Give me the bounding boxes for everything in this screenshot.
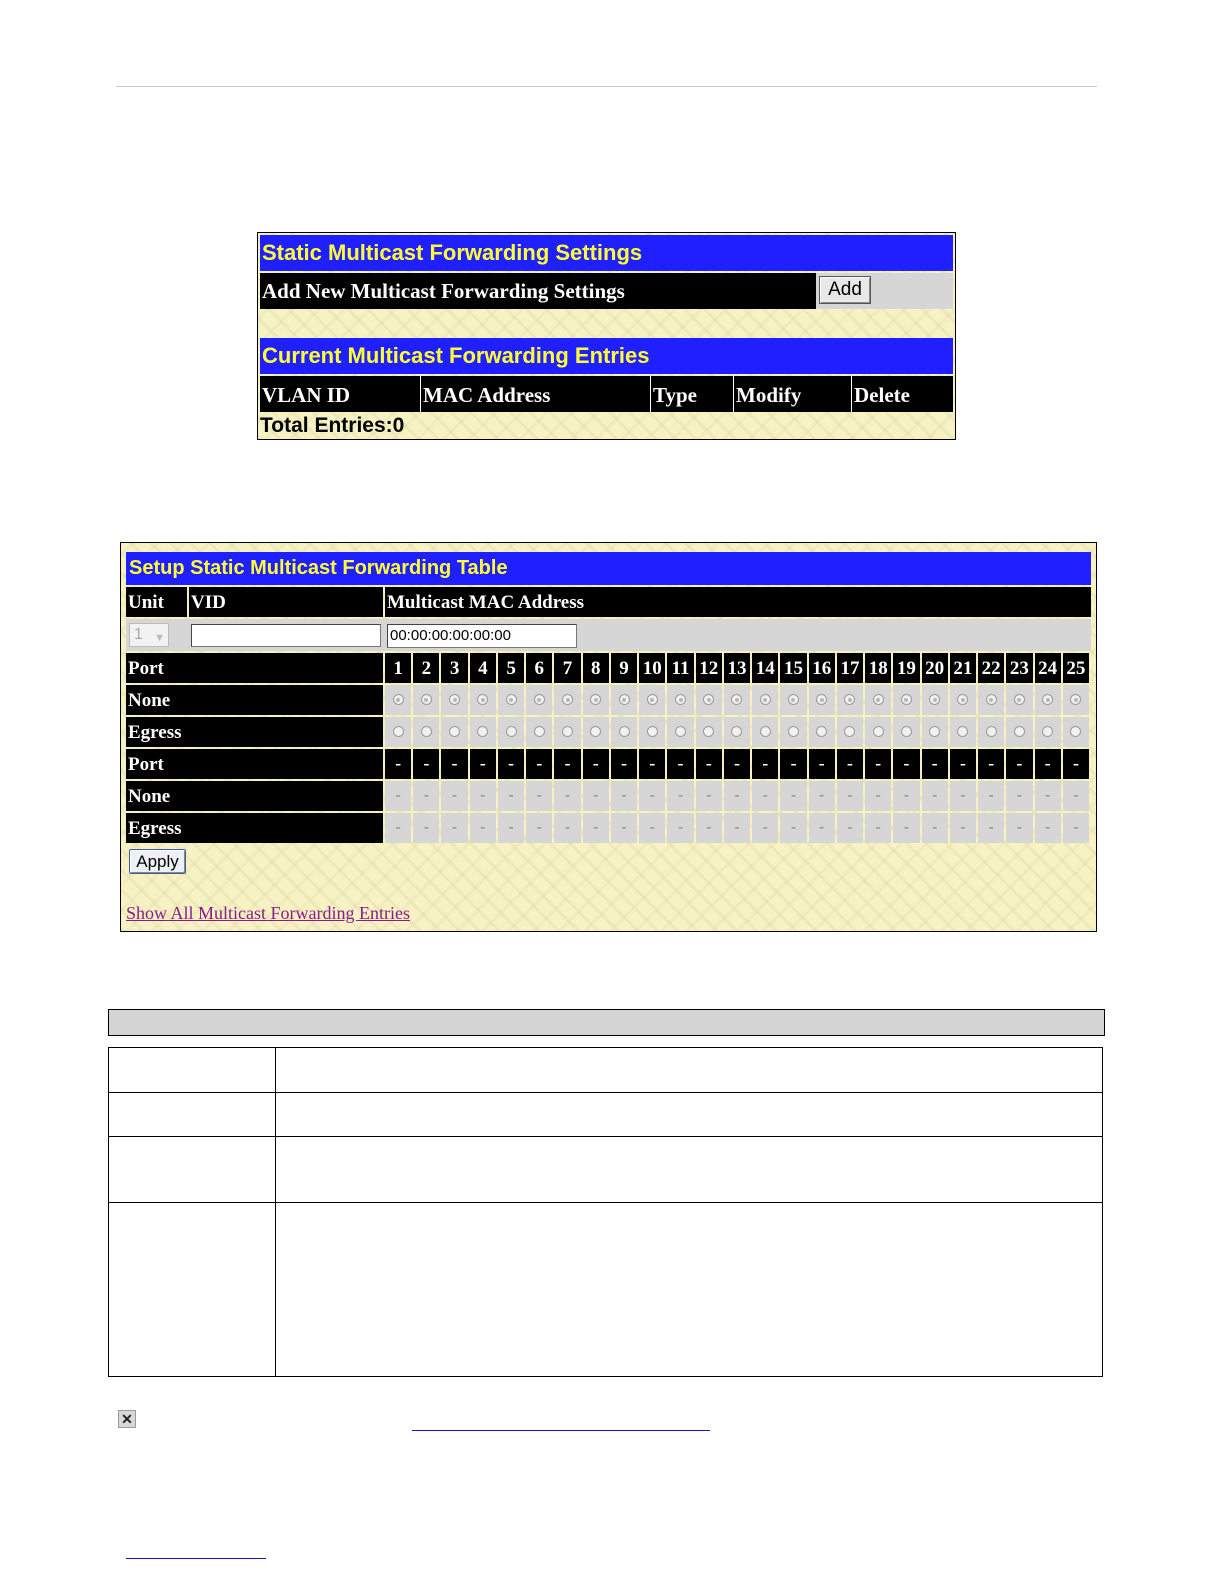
none-row-label: None: [126, 685, 383, 715]
placeholder-cell: -: [498, 813, 524, 843]
placeholder-cell: -: [611, 813, 637, 843]
radio-cell: [639, 717, 665, 747]
unit-select[interactable]: [129, 623, 169, 647]
placeholder-cell: -: [526, 781, 552, 811]
table-cell: [109, 1093, 276, 1137]
none-radio[interactable]: [449, 694, 460, 705]
table-cell: [276, 1203, 1103, 1377]
description-table: [108, 1047, 1103, 1377]
radio-cell: [554, 685, 580, 715]
hyperlink-underline[interactable]: [126, 1558, 266, 1559]
column-header-vlan-id: VLAN ID: [260, 376, 421, 412]
none-radio[interactable]: [393, 694, 404, 705]
none-placeholder-row: [385, 781, 1091, 811]
unit-header: Unit: [126, 587, 187, 617]
table-cell: [276, 1093, 1103, 1137]
radio-cell: [809, 685, 835, 715]
port-number-cell: 20: [922, 653, 948, 683]
radio-cell: [470, 717, 496, 747]
placeholder-cell: -: [385, 781, 411, 811]
placeholder-cell: -: [696, 781, 722, 811]
none-radio[interactable]: [1014, 694, 1025, 705]
port-number-cell: 2: [413, 653, 439, 683]
none-radio[interactable]: [534, 694, 545, 705]
chevron-down-icon: ▼: [154, 632, 165, 644]
radio-cell: [837, 717, 863, 747]
none-radio[interactable]: [421, 694, 432, 705]
placeholder-cell: -: [950, 813, 976, 843]
placeholder-cell: -: [950, 781, 976, 811]
port-number-cell: 12: [696, 653, 722, 683]
table-row: [109, 1137, 1103, 1203]
egress-radio[interactable]: [1042, 726, 1053, 737]
radio-cell: [413, 685, 439, 715]
total-entries: Total Entries:0: [260, 414, 405, 437]
table-row: [109, 1048, 1103, 1093]
egress-radio[interactable]: [760, 726, 771, 737]
placeholder-cell: -: [696, 749, 722, 779]
radio-cell: [441, 717, 467, 747]
port-number-cell: 18: [865, 653, 891, 683]
none-radio[interactable]: [731, 694, 742, 705]
placeholder-cell: -: [752, 813, 778, 843]
placeholder-cell: -: [752, 749, 778, 779]
placeholder-cell: -: [470, 781, 496, 811]
egress-radio[interactable]: [929, 726, 940, 737]
placeholder-cell: -: [1063, 749, 1089, 779]
port-number-cell: 25: [1063, 653, 1089, 683]
placeholder-cell: -: [780, 749, 806, 779]
port-number-cell: 6: [526, 653, 552, 683]
none-radio[interactable]: [619, 694, 630, 705]
placeholder-cell: -: [667, 749, 693, 779]
none-radio[interactable]: [506, 694, 517, 705]
radio-cell: [498, 685, 524, 715]
description-table-header: [108, 1009, 1105, 1036]
page-top-rule: [116, 86, 1097, 87]
none-radio[interactable]: [477, 694, 488, 705]
none-radio[interactable]: [647, 694, 658, 705]
port-row-label: Port: [126, 653, 383, 683]
placeholder-cell: -: [865, 813, 891, 843]
placeholder-cell: -: [893, 781, 919, 811]
placeholder-cell: -: [922, 781, 948, 811]
radio-cell: [696, 685, 722, 715]
radio-cell: [385, 717, 411, 747]
radio-cell: [752, 685, 778, 715]
egress-radio[interactable]: [477, 726, 488, 737]
port-number-cell: 14: [752, 653, 778, 683]
none-radio[interactable]: [675, 694, 686, 705]
setup-panel-title: Setup Static Multicast Forwarding Table: [126, 552, 1091, 585]
port-number-row: [385, 653, 1091, 683]
port-number-cell: 21: [950, 653, 976, 683]
placeholder-cell: -: [809, 813, 835, 843]
placeholder-cell: -: [780, 813, 806, 843]
show-all-entries-link[interactable]: Show All Multicast Forwarding Entries: [126, 903, 410, 923]
none-row-label-2: None: [126, 781, 383, 811]
placeholder-cell: -: [470, 749, 496, 779]
radio-cell: [865, 717, 891, 747]
placeholder-cell: -: [1006, 749, 1032, 779]
egress-radio[interactable]: [788, 726, 799, 737]
vid-input[interactable]: [191, 624, 381, 647]
radio-cell: [978, 685, 1004, 715]
placeholder-cell: -: [752, 781, 778, 811]
port-number-cell: 9: [611, 653, 637, 683]
apply-area: [126, 845, 1091, 927]
egress-radio[interactable]: [986, 726, 997, 737]
placeholder-cell: -: [667, 813, 693, 843]
placeholder-cell: -: [1035, 781, 1061, 811]
egress-radio[interactable]: [703, 726, 714, 737]
egress-radio[interactable]: [873, 726, 884, 737]
port-number-cell: 19: [893, 653, 919, 683]
placeholder-cell: -: [639, 781, 665, 811]
port-number-cell: 17: [837, 653, 863, 683]
column-header-mac-address: MAC Address: [421, 376, 651, 412]
radio-cell: [385, 685, 411, 715]
egress-radio[interactable]: [1014, 726, 1025, 737]
radio-cell: [865, 685, 891, 715]
radio-cell: [1063, 685, 1089, 715]
radio-cell: [413, 717, 439, 747]
egress-radio[interactable]: [1070, 726, 1081, 737]
apply-button[interactable]: Apply: [129, 849, 186, 874]
entries-table-header: [260, 376, 953, 412]
radio-cell: [752, 717, 778, 747]
unit-select-value: 1: [134, 626, 143, 643]
egress-radio[interactable]: [957, 726, 968, 737]
port-number-cell: 13: [724, 653, 750, 683]
placeholder-cell: -: [1063, 781, 1089, 811]
radio-cell: [950, 685, 976, 715]
mac-address-input[interactable]: 00:00:00:00:00:00: [387, 624, 577, 648]
none-radio[interactable]: [703, 694, 714, 705]
egress-radio[interactable]: [534, 726, 545, 737]
none-radio[interactable]: [957, 694, 968, 705]
radio-cell: [1035, 685, 1061, 715]
none-radio[interactable]: [929, 694, 940, 705]
egress-radio[interactable]: [506, 726, 517, 737]
placeholder-cell: -: [526, 749, 552, 779]
radio-cell: [978, 717, 1004, 747]
none-radio[interactable]: [788, 694, 799, 705]
table-cell: [109, 1137, 276, 1203]
egress-radio[interactable]: [421, 726, 432, 737]
static-multicast-settings-panel: [257, 232, 956, 440]
radio-cell: [526, 717, 552, 747]
mac-header: Multicast MAC Address: [385, 587, 1091, 617]
none-radio[interactable]: [1042, 694, 1053, 705]
radio-cell: [780, 685, 806, 715]
placeholder-cell: -: [837, 749, 863, 779]
placeholder-cell: -: [611, 781, 637, 811]
radio-cell: [611, 717, 637, 747]
none-radio[interactable]: [844, 694, 855, 705]
placeholder-cell: -: [724, 781, 750, 811]
placeholder-cell: -: [639, 749, 665, 779]
radio-cell: [639, 685, 665, 715]
placeholder-cell: -: [696, 813, 722, 843]
radio-cell: [526, 685, 552, 715]
placeholder-cell: -: [498, 749, 524, 779]
table-row: [109, 1093, 1103, 1137]
placeholder-cell: -: [554, 749, 580, 779]
current-entries-title: Current Multicast Forwarding Entries: [260, 338, 953, 374]
radio-cell: [1006, 685, 1032, 715]
none-radio[interactable]: [986, 694, 997, 705]
table-cell: [276, 1048, 1103, 1093]
port-number-cell: 7: [554, 653, 580, 683]
placeholder-cell: -: [413, 813, 439, 843]
radio-cell: [1063, 717, 1089, 747]
placeholder-cell: -: [413, 781, 439, 811]
radio-cell: [1035, 717, 1061, 747]
radio-cell: [611, 685, 637, 715]
placeholder-cell: -: [1063, 813, 1089, 843]
placeholder-cell: -: [1006, 813, 1032, 843]
placeholder-cell: -: [583, 813, 609, 843]
placeholder-cell: -: [441, 781, 467, 811]
radio-cell: [893, 685, 919, 715]
port-number-cell: 11: [667, 653, 693, 683]
placeholder-cell: -: [441, 813, 467, 843]
radio-cell: [1006, 717, 1032, 747]
egress-radio[interactable]: [816, 726, 827, 737]
placeholder-cell: -: [498, 781, 524, 811]
placeholder-cell: -: [922, 813, 948, 843]
radio-cell: [893, 717, 919, 747]
radio-cell: [667, 685, 693, 715]
placeholder-cell: -: [1006, 781, 1032, 811]
placeholder-cell: -: [837, 781, 863, 811]
egress-radio[interactable]: [731, 726, 742, 737]
egress-radio[interactable]: [393, 726, 404, 737]
none-radio[interactable]: [1070, 694, 1081, 705]
egress-placeholder-row: [385, 813, 1091, 843]
port-number-cell: 16: [809, 653, 835, 683]
placeholder-cell: -: [809, 749, 835, 779]
egress-radio-row: [385, 717, 1091, 747]
placeholder-cell: -: [1035, 749, 1061, 779]
table-cell: [276, 1137, 1103, 1203]
add-settings-row: [260, 273, 953, 309]
none-radio[interactable]: [816, 694, 827, 705]
placeholder-cell: -: [865, 749, 891, 779]
placeholder-cell: -: [809, 781, 835, 811]
radio-cell: [696, 717, 722, 747]
vid-header: VID: [189, 587, 383, 617]
port-number-cell: 3: [441, 653, 467, 683]
radio-cell: [724, 685, 750, 715]
egress-radio[interactable]: [449, 726, 460, 737]
none-radio-row: [385, 685, 1091, 715]
placeholder-cell: -: [385, 813, 411, 843]
placeholder-cell: -: [470, 813, 496, 843]
egress-radio[interactable]: [901, 726, 912, 737]
placeholder-cell: -: [893, 749, 919, 779]
placeholder-cell: -: [724, 813, 750, 843]
egress-row-label-2: Egress: [126, 813, 383, 843]
placeholder-cell: -: [667, 781, 693, 811]
placeholder-cell: -: [837, 813, 863, 843]
input-row: [126, 619, 1091, 651]
none-radio[interactable]: [901, 694, 912, 705]
column-header-modify: Modify: [734, 376, 852, 412]
placeholder-cell: -: [554, 781, 580, 811]
none-radio[interactable]: [590, 694, 601, 705]
table-cell: [109, 1048, 276, 1093]
egress-radio[interactable]: [675, 726, 686, 737]
add-button[interactable]: Add: [819, 276, 871, 304]
setup-multicast-table-panel: [120, 542, 1097, 932]
none-radio[interactable]: [760, 694, 771, 705]
egress-row-label: Egress: [126, 717, 383, 747]
port-number-cell: 24: [1035, 653, 1061, 683]
radio-cell: [583, 685, 609, 715]
column-header-delete: Delete: [854, 383, 910, 407]
placeholder-cell: -: [611, 749, 637, 779]
port-number-cell: 8: [583, 653, 609, 683]
placeholder-cell: -: [441, 749, 467, 779]
radio-cell: [809, 717, 835, 747]
placeholder-cell: -: [865, 781, 891, 811]
radio-cell: [441, 685, 467, 715]
radio-cell: [554, 717, 580, 747]
none-radio[interactable]: [562, 694, 573, 705]
placeholder-cell: -: [639, 813, 665, 843]
placeholder-cell: -: [1035, 813, 1061, 843]
port-number-cell: 10: [639, 653, 665, 683]
placeholder-cell: -: [950, 749, 976, 779]
port-number-cell: 5: [498, 653, 524, 683]
hyperlink-underline[interactable]: [412, 1430, 710, 1431]
egress-radio[interactable]: [619, 726, 630, 737]
placeholder-cell: -: [978, 781, 1004, 811]
placeholder-cell: -: [922, 749, 948, 779]
table-row: [109, 1203, 1103, 1377]
column-header-type: Type: [651, 376, 734, 412]
port-number-cell: 23: [1006, 653, 1032, 683]
placeholder-cell: -: [978, 813, 1004, 843]
add-settings-label: Add New Multicast Forwarding Settings: [260, 273, 816, 309]
settings-panel-title: Static Multicast Forwarding Settings: [260, 235, 953, 271]
radio-cell: [724, 717, 750, 747]
radio-cell: [470, 685, 496, 715]
placeholder-cell: -: [583, 749, 609, 779]
placeholder-cell: -: [385, 749, 411, 779]
egress-radio[interactable]: [647, 726, 658, 737]
placeholder-cell: -: [413, 749, 439, 779]
port-number-cell: 15: [780, 653, 806, 683]
placeholder-cell: -: [526, 813, 552, 843]
egress-radio[interactable]: [562, 726, 573, 737]
none-radio[interactable]: [873, 694, 884, 705]
radio-cell: [922, 685, 948, 715]
radio-cell: [583, 717, 609, 747]
close-icon: ✕: [118, 1410, 136, 1428]
radio-cell: [837, 685, 863, 715]
port-number-cell: 1: [385, 653, 411, 683]
spacer-row: [260, 311, 953, 338]
egress-radio[interactable]: [844, 726, 855, 737]
radio-cell: [780, 717, 806, 747]
placeholder-cell: -: [978, 749, 1004, 779]
placeholder-cell: -: [554, 813, 580, 843]
placeholder-cell: -: [583, 781, 609, 811]
placeholder-cell: -: [780, 781, 806, 811]
radio-cell: [922, 717, 948, 747]
placeholder-cell: -: [893, 813, 919, 843]
placeholder-cell: -: [724, 749, 750, 779]
port-placeholder-row: [385, 749, 1091, 779]
radio-cell: [667, 717, 693, 747]
radio-cell: [950, 717, 976, 747]
port-number-cell: 4: [470, 653, 496, 683]
port-number-cell: 22: [978, 653, 1004, 683]
radio-cell: [498, 717, 524, 747]
egress-radio[interactable]: [590, 726, 601, 737]
port-row-label-2: Port: [126, 749, 383, 779]
table-cell: [109, 1203, 276, 1377]
